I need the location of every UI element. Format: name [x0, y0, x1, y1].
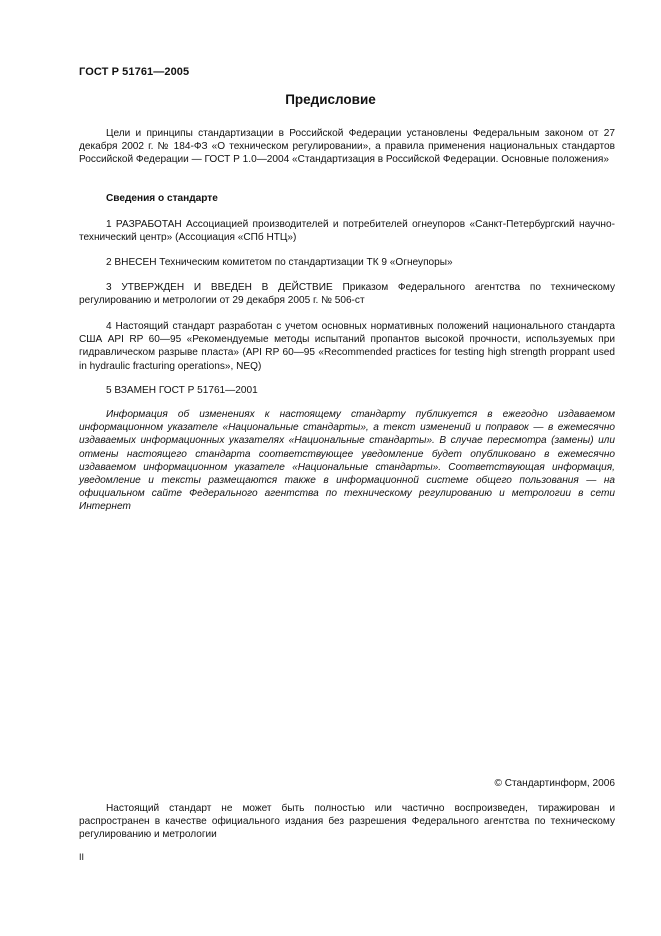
item-replaces-lead: 5 ВЗАМЕН	[106, 385, 157, 396]
item-based-on-lead: 4	[106, 321, 112, 332]
item-based-on	[79, 320, 615, 373]
item-introduced	[79, 256, 615, 269]
standard-info-heading: Сведения о стандарте	[106, 193, 218, 204]
page-number: II	[79, 852, 85, 862]
page-title: Предисловие	[285, 92, 376, 107]
item-approved	[79, 281, 615, 307]
item-replaces	[79, 384, 615, 397]
item-developed-text: Ассоциацией производителей и потребителей огнеупоров «Санкт-Петербургский научно-технический центр» (Ассоциация «СПб НТЦ»)	[79, 219, 615, 244]
item-introduced-text: Техническим комитетом по стандартизации ТК 9 «Огнеупоры»	[159, 257, 453, 268]
item-replaces-text: ГОСТ Р 51761—2001	[158, 385, 258, 396]
reproduction-notice: Настоящий стандарт не может быть полностью или частично воспроизведен, тиражирован и распространен в качестве официального издания без разрешения Федерального агентства по техническому регулированию и метрологии	[79, 803, 615, 841]
item-approved-lead: 3 УТВЕРЖДЕН И ВВЕДЕН В ДЕЙСТВИЕ	[106, 282, 333, 293]
change-notice-paragraph: Информация об изменениях к настоящему стандарту публикуется в ежегодно издаваемом информационном указателе «Национальные стандарты», а текст изменений и поправок — в ежемесячно издаваемых информационных указателях «Национальные стандарты». В случае пересмотра (замены) или отмены настоящего стандарта соответствующее уведомление будет опубликовано в ежемесячно издаваемом информационном указателе «Национальные стандарты». Соответствующая информация, уведомление и тексты размещаются также в информационной системе общего пользования — на официальном сайте Федерального агентства по техническому регулированию и метрологии в сети Интернет	[79, 409, 615, 513]
item-developed-lead: 1 РАЗРАБОТАН	[106, 219, 182, 230]
copyright-line: © Стандартинформ, 2006	[494, 778, 615, 789]
document-id: ГОСТ Р 51761—2005	[79, 66, 190, 78]
item-based-on-text: Настоящий стандарт разработан с учетом основных нормативных положений национального стандарта США API RP 60—95 «Рекомендуемые методы испытаний пропантов высокой прочности, используемых при гидравлическом разрыве пласта» (API RP 60—95 «Recommended practices for testing high strength proppant used in hydraulic fracturing operations», NEQ)	[79, 321, 615, 372]
item-developed	[79, 218, 615, 244]
item-approved-text: Приказом Федерального агентства по техническому регулированию и метрологии от 29 декабря 2005 г. № 506-ст	[79, 282, 616, 307]
item-introduced-lead: 2 ВНЕСЕН	[106, 257, 157, 268]
intro-paragraph: Цели и принципы стандартизации в Российской Федерации установлены Федеральным законом от 27 декабря 2002 г. № 184-ФЗ «О техническом регулировании», а правила применения национальных стандартов Российской Федерации — ГОСТ Р 1.0—2004 «Стандартизация в Российской Федерации. Основные положения»	[79, 128, 615, 166]
